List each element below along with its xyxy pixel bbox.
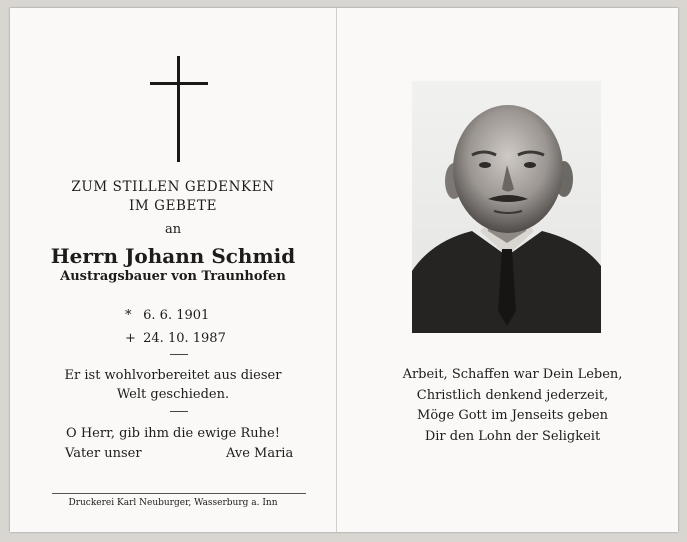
verse-line: Dir den Lohn der Seligkeit [424, 428, 601, 444]
message-line1: Er ist wohlvorbereitet aus dieser [64, 368, 282, 383]
death-symbol: + [125, 331, 136, 346]
right-panel [347, 8, 678, 532]
printer-credit: Druckerei Karl Neuburger, Wasserburg a. Inn [68, 498, 278, 508]
an-label: an [164, 222, 182, 237]
card-fold [336, 8, 337, 532]
birth-date: 6. 6. 1901 [143, 308, 210, 323]
verse-line: Christlich denkend jederzeit, [416, 387, 609, 403]
deceased-title: Austragsbauer von Traunhofen [60, 269, 286, 284]
verse-line: Arbeit, Schaffen war Dein Leben, [402, 367, 623, 382]
vater-unser: Vater unser [65, 446, 142, 461]
dedication-line1: ZUM STILLEN GEDENKEN [71, 179, 275, 195]
prayer: O Herr, gib ihm die ewige Ruhe! [66, 426, 280, 441]
birth-row [125, 304, 226, 327]
ave-maria: Ave Maria [226, 446, 294, 461]
birth-symbol: * [125, 308, 132, 323]
message-line2: Welt geschieden. [116, 387, 230, 402]
portrait-photo [412, 81, 601, 333]
divider [170, 354, 188, 355]
cross-icon [150, 56, 208, 162]
left-panel [10, 8, 336, 532]
footer-divider [52, 493, 306, 494]
message [10, 366, 336, 404]
verse [347, 365, 678, 447]
divider [170, 411, 188, 412]
life-dates [125, 304, 226, 350]
dedication-line2: IM GEBETE [128, 198, 218, 214]
dedication [10, 178, 336, 216]
deceased-name: Herrn Johann Schmid [50, 244, 296, 268]
verse-line: Möge Gott im Jenseits geben [417, 408, 608, 423]
death-date: 24. 10. 1987 [143, 331, 226, 346]
death-row [125, 327, 226, 350]
